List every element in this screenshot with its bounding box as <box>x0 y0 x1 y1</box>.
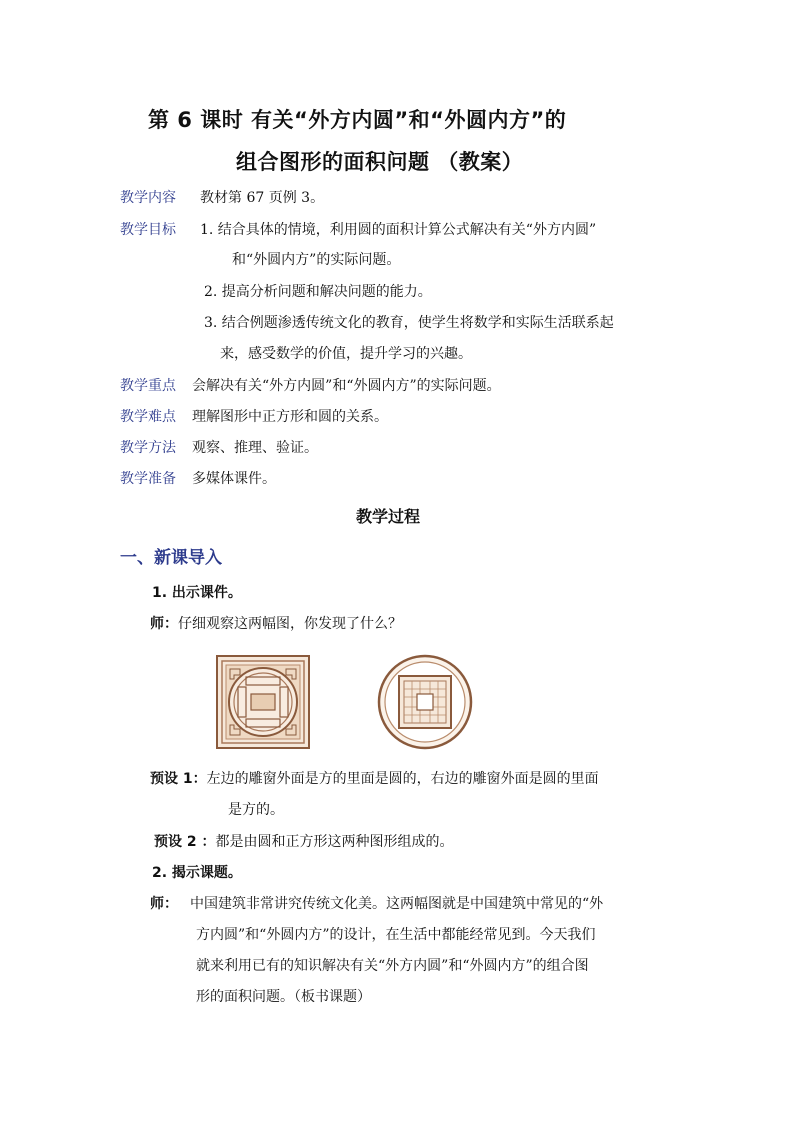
teacher2-label: 师： <box>150 896 178 912</box>
teacher-question-text: 仔细观察这两幅图，你发现了什么？ <box>178 616 402 632</box>
goal-item-3-line2: 来，感受数学的价值，提升学习的兴趣。 <box>220 346 472 362</box>
step2: 2. 揭示课题。 <box>152 865 242 881</box>
square-window-figure <box>216 655 310 749</box>
preset-2-label: 预设 2 ： <box>154 834 216 850</box>
preset-1-line1 <box>150 768 599 788</box>
goals-label: 教学目标 <box>120 222 176 238</box>
teacher2-line2: 方内圆”和“外圆内方”的设计，在生活中都能经常见到。今天我们 <box>196 927 596 943</box>
process-heading: 教学过程 <box>356 507 421 526</box>
difficulty-text: 理解图形中正方形和圆的关系。 <box>192 409 388 425</box>
teacher2-line4: 形的面积问题。（板书课题） <box>196 989 371 1005</box>
step1: 1. 出示课件。 <box>152 585 242 601</box>
content-text: 教材第 67 页例 3。 <box>200 190 325 206</box>
teacher-question <box>150 613 402 633</box>
key-point-text: 会解决有关“外方内圆”和“外圆内方”的实际问题。 <box>192 378 501 394</box>
goal-item-1-line2: 和“外圆内方”的实际问题。 <box>232 252 401 268</box>
preparation-label: 教学准备 <box>120 471 176 487</box>
method-label: 教学方法 <box>120 440 176 456</box>
page-title-line1: 第 6 课时 有关“外方内圆”和“外圆内方”的 <box>148 108 567 132</box>
preset-2 <box>154 831 454 851</box>
preset-1-text: 左边的雕窗外面是方的里面是圆的，右边的雕窗外面是圆的里面 <box>206 771 599 787</box>
goal-item-3-line1: 3. 结合例题渗透传统文化的教育，使学生将数学和实际生活联系起 <box>204 315 614 331</box>
teacher2-line3: 就来利用已有的知识解决有关“外方内圆”和“外圆内方”的组合图 <box>196 958 589 974</box>
key-point-label: 教学重点 <box>120 378 176 394</box>
difficulty-label: 教学难点 <box>120 409 176 425</box>
preparation-text: 多媒体课件。 <box>192 471 276 487</box>
goal-item-2: 2. 提高分析问题和解决问题的能力。 <box>204 284 432 300</box>
teacher2-line1: 中国建筑非常讲究传统文化美。这两幅图就是中国建筑中常见的“外 <box>190 896 604 912</box>
preset-1-line2: 是方的。 <box>228 802 284 818</box>
preset-2-text: 都是由圆和正方形这两种图形组成的。 <box>215 834 454 850</box>
page-title-line2: 组合图形的面积问题 （教案） <box>236 150 524 174</box>
goal-item-1-line1: 1. 结合具体的情境，利用圆的面积计算公式解决有关“外方内圆” <box>200 222 597 238</box>
section1-heading: 一、新课导入 <box>120 548 222 568</box>
circle-window-figure <box>377 654 473 750</box>
method-text: 观察、推理、验证。 <box>192 440 318 456</box>
teacher-label: 师： <box>150 616 178 632</box>
preset-1-label: 预设 1： <box>150 771 207 787</box>
content-label: 教学内容 <box>120 190 176 206</box>
